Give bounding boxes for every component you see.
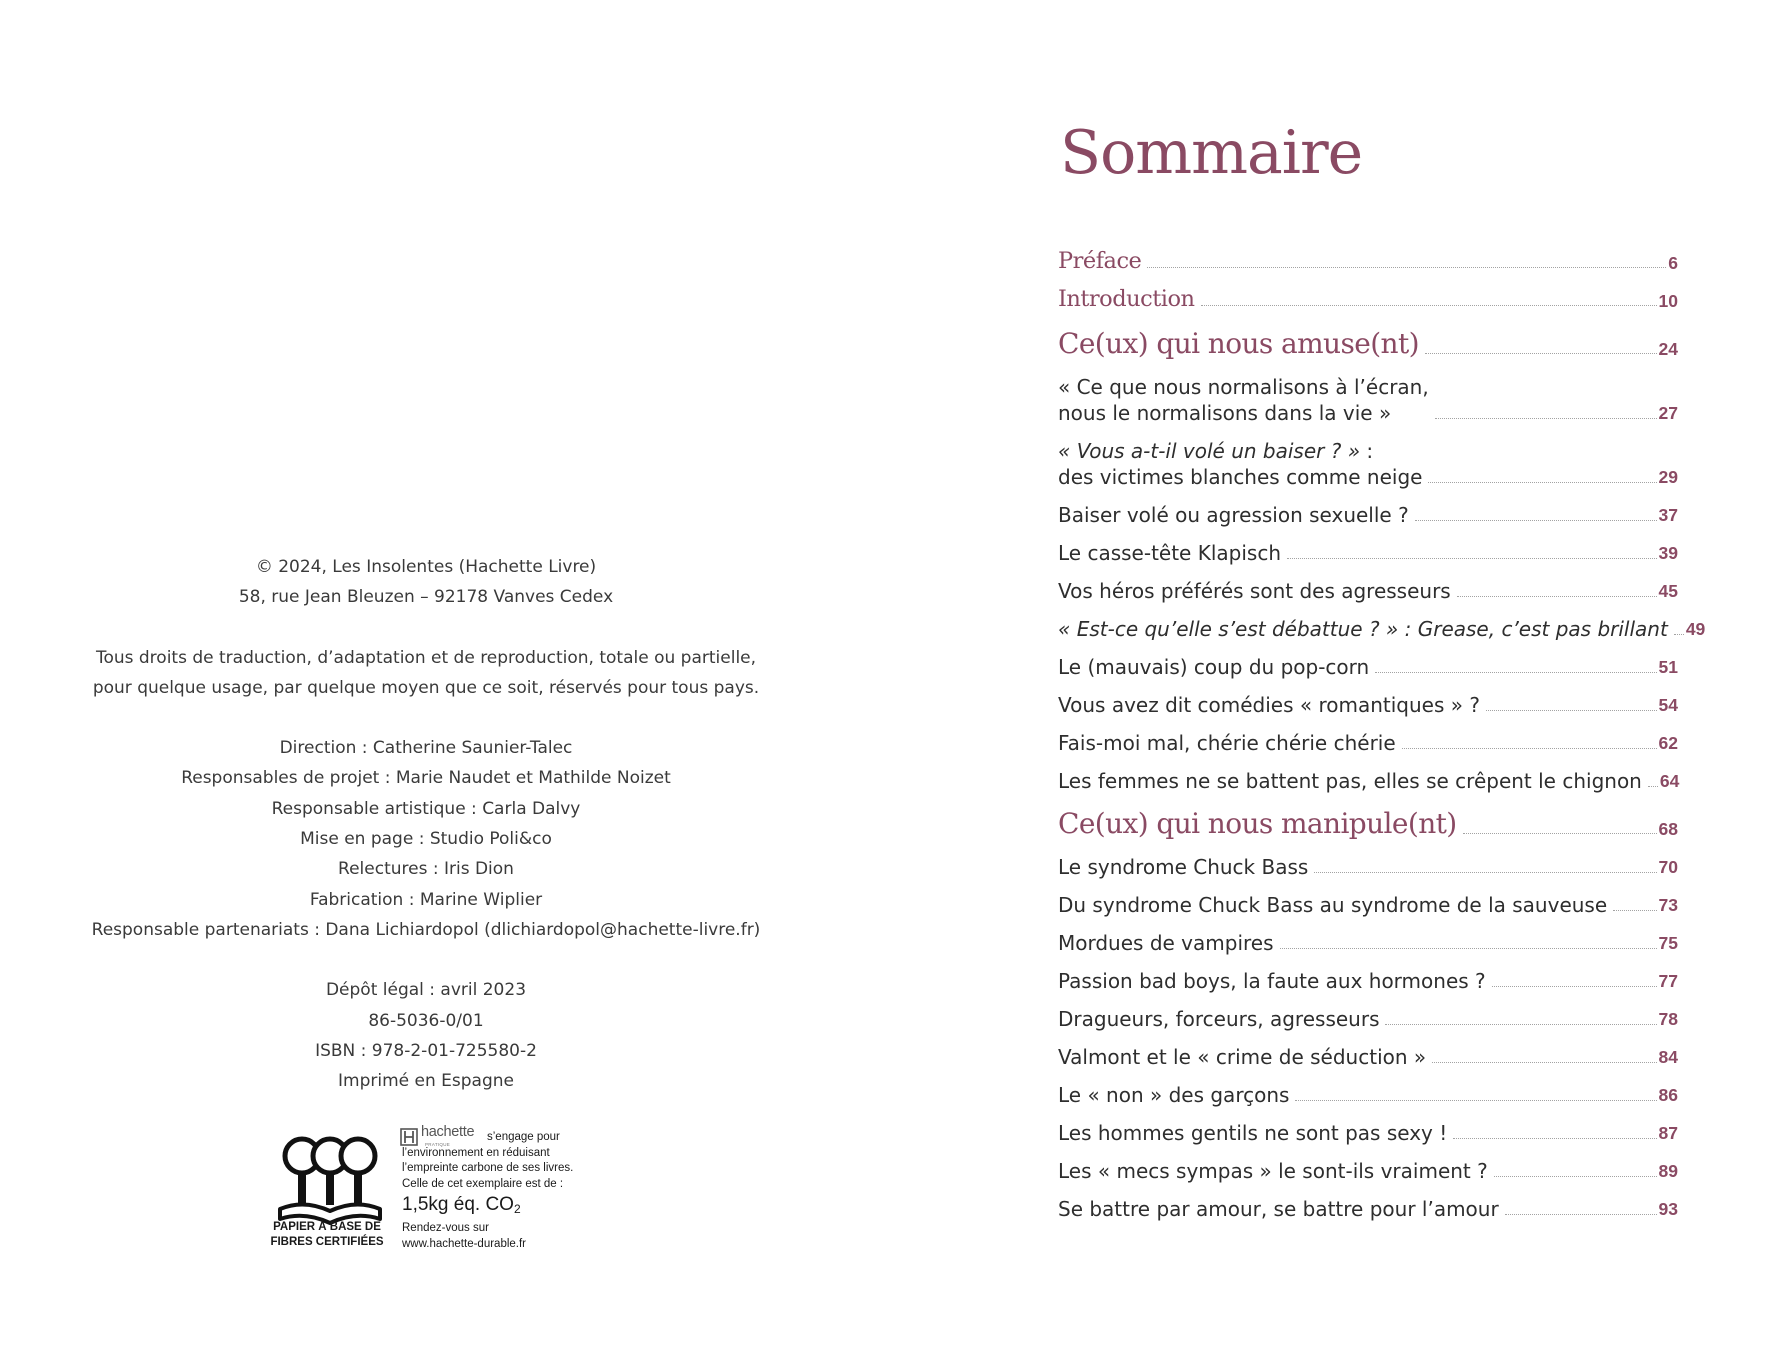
toc-dot-leader <box>1613 910 1656 911</box>
toc-entry-title: Introduction <box>1058 286 1195 312</box>
co2-amount: 1,5kg éq. CO <box>402 1194 514 1215</box>
credit-layout: Mise en page : Studio Poli&co <box>300 829 552 850</box>
toc-entry <box>1058 1006 1678 1032</box>
toc-dot-leader <box>1486 710 1657 711</box>
toc-dot-leader <box>1314 872 1656 873</box>
paper-label <box>262 1220 392 1249</box>
toc-entry <box>1058 616 1706 642</box>
toc-entry-title: Dragueurs, forceurs, agresseurs <box>1058 1007 1380 1031</box>
toc-page-number: 78 <box>1658 1009 1678 1029</box>
isbn: ISBN : 978-2-01-725580-2 <box>315 1040 537 1061</box>
toc-entry <box>1058 1196 1678 1222</box>
toc-page-number: 6 <box>1668 253 1678 273</box>
toc-dot-leader <box>1648 786 1658 787</box>
toc-dot-leader <box>1415 520 1657 521</box>
edition-code: 86-5036-0/01 <box>368 1010 484 1031</box>
legal-deposit: Dépôt légal : avril 2023 <box>325 980 527 1001</box>
toc-page-number: 10 <box>1658 291 1678 311</box>
toc-dot-leader <box>1201 305 1657 306</box>
toc-dot-leader <box>1494 1176 1657 1177</box>
toc-entry-title: Se battre par amour, se battre pour l’amour <box>1058 1197 1499 1221</box>
toc-title: Sommaire <box>1060 118 1363 188</box>
toc-entry-title: « Ce que nous normalisons à l’écran, nous le normalisons dans la vie » <box>1058 375 1429 425</box>
printed-in: Imprimé en Espagne <box>338 1071 514 1092</box>
toc-dot-leader <box>1402 748 1657 749</box>
eco-label <box>270 1124 610 1250</box>
toc-entry-title: Préface <box>1058 248 1142 274</box>
toc-dot-leader <box>1375 672 1656 673</box>
toc-page-number: 51 <box>1658 657 1678 677</box>
toc-dot-leader <box>1287 558 1657 559</box>
credit-direction: Direction : Catherine Saunier-Talec <box>279 738 573 759</box>
toc-page-number: 37 <box>1658 505 1678 525</box>
toc-entry-title: Le (mauvais) coup du pop-corn <box>1058 655 1370 679</box>
credit-manufacturing: Fabrication : Marine Wiplier <box>309 889 543 910</box>
toc-entry <box>1058 892 1678 918</box>
toc-dot-leader <box>1385 1024 1656 1025</box>
toc-entry-title: Baiser volé ou agression sexuelle ? <box>1058 503 1409 527</box>
toc-entry-title-italic: « Vous a-t-il volé un baiser ? » <box>1058 439 1361 463</box>
toc-part-title: Ce(ux) qui nous amuse(nt) <box>1058 327 1419 360</box>
eco-statement <box>402 1130 612 1252</box>
toc-dot-leader <box>1425 353 1657 354</box>
toc-entry <box>1058 374 1678 426</box>
eco-link-line-1: Rendez-vous sur <box>402 1222 489 1234</box>
toc-page-number: 24 <box>1658 339 1678 359</box>
toc-entry-title: Les hommes gentils ne sont pas sexy ! <box>1058 1121 1448 1145</box>
toc-entry-title: Le syndrome Chuck Bass <box>1058 855 1309 879</box>
toc-entry-title: Passion bad boys, la faute aux hormones ? <box>1058 969 1486 993</box>
toc-part-2 <box>1058 806 1678 842</box>
toc-dot-leader <box>1505 1214 1657 1215</box>
toc-page-number: 73 <box>1658 895 1678 915</box>
co2-value <box>402 1194 612 1220</box>
toc-entry <box>1058 768 1678 794</box>
toc-page-number: 68 <box>1658 819 1678 839</box>
toc-page-number: 84 <box>1658 1047 1678 1067</box>
toc-page-number: 89 <box>1658 1161 1678 1181</box>
toc-dot-leader <box>1674 634 1684 635</box>
toc-entry-title: Les « mecs sympas » le sont-ils vraiment ? <box>1058 1159 1488 1183</box>
toc-entry <box>1058 1044 1678 1070</box>
paper-label-line-1: PAPIER À BASE DE <box>273 1221 381 1233</box>
credit-project: Responsables de projet : Marie Naudet et Mathilde Noizet <box>181 768 671 789</box>
rights-line-2: pour quelque usage, par quelque moyen que ce soit, réservés pour tous pays. <box>92 677 760 698</box>
toc-entry <box>1058 1082 1678 1108</box>
imprint-block <box>90 552 762 1096</box>
toc-page-number: 87 <box>1658 1123 1678 1143</box>
toc-entry-title: Vos héros préférés sont des agresseurs <box>1058 579 1451 603</box>
rights-line-1: Tous droits de traduction, d’adaptation et de reproduction, totale ou partielle, <box>95 647 757 668</box>
toc-part-1 <box>1058 326 1678 362</box>
toc-page-number: 77 <box>1658 971 1678 991</box>
toc-dot-leader <box>1453 1138 1656 1139</box>
eco-line-2: l’environnement en réduisant <box>402 1146 550 1159</box>
toc-page-number: 75 <box>1658 933 1678 953</box>
credit-proofreading: Relectures : Iris Dion <box>338 859 514 880</box>
toc-entry <box>1058 930 1678 956</box>
toc-page-number: 62 <box>1658 733 1678 753</box>
toc-page-number: 70 <box>1658 857 1678 877</box>
credit-partnerships: Responsable partenariats : Dana Lichiardopol (dlichiardopol@hachette-livre.fr) <box>91 919 761 940</box>
toc-dot-leader <box>1457 596 1657 597</box>
toc-entry <box>1058 854 1678 880</box>
toc-page-number: 54 <box>1658 695 1678 715</box>
toc-page-number: 49 <box>1685 619 1706 639</box>
toc-entry <box>1058 654 1678 680</box>
toc-dot-leader <box>1295 1100 1656 1101</box>
toc-page-number: 39 <box>1658 543 1678 563</box>
toc-entry-title: Les femmes ne se battent pas, elles se crêpent le chignon <box>1058 769 1642 793</box>
toc-entry <box>1058 968 1678 994</box>
toc-entry <box>1058 502 1678 528</box>
publisher-address: 58, rue Jean Bleuzen – 92178 Vanves Cedex <box>238 587 614 608</box>
toc-page-number: 45 <box>1658 581 1678 601</box>
toc-entry <box>1058 438 1678 490</box>
toc-entry <box>1058 540 1678 566</box>
toc-entry-title: Fais-moi mal, chérie chérie chérie <box>1058 731 1396 755</box>
toc-dot-leader <box>1463 833 1657 834</box>
toc-page-number: 93 <box>1658 1199 1678 1219</box>
toc-entry-preface <box>1058 246 1678 276</box>
toc-entry <box>1058 578 1678 604</box>
toc-entry-introduction <box>1058 284 1678 314</box>
toc-part-title: Ce(ux) qui nous manipule(nt) <box>1058 807 1457 840</box>
co2-subscript: 2 <box>513 1202 521 1216</box>
toc-entry-title-rest: : des victimes blanches comme neige <box>1058 439 1423 489</box>
toc-entry <box>1058 692 1678 718</box>
toc-entry-title <box>1058 616 1672 642</box>
toc-entry-title: Vous avez dit comédies « romantiques » ? <box>1058 693 1480 717</box>
credit-art: Responsable artistique : Carla Dalvy <box>271 798 581 819</box>
eco-link-url: www.hachette-durable.fr <box>402 1237 527 1250</box>
toc-entry <box>1058 1120 1678 1146</box>
toc-entry-title-italic: « Est-ce qu’elle s’est débattue ? » : Grease, c’est pas brillant <box>1058 617 1668 641</box>
toc-entry-title: Valmont et le « crime de séduction » <box>1058 1045 1427 1069</box>
toc-entry-title <box>1058 438 1426 490</box>
toc-page-number: 27 <box>1658 403 1678 423</box>
toc-page-number: 29 <box>1658 467 1678 487</box>
hachette-brand-sub: PRATIQUE <box>425 1142 451 1147</box>
toc-dot-leader <box>1280 948 1657 949</box>
toc-page-number: 64 <box>1659 771 1680 791</box>
toc-dot-leader <box>1492 986 1657 987</box>
hachette-brand: hachette <box>421 1124 475 1140</box>
toc-dot-leader <box>1435 418 1657 419</box>
toc-entry-title: Le « non » des garçons <box>1058 1083 1290 1107</box>
eco-line-4: Celle de cet exemplaire est de : <box>402 1177 564 1190</box>
toc-dot-leader <box>1147 267 1666 268</box>
eco-line-3: l’empreinte carbone de ses livres. <box>402 1162 574 1174</box>
toc-entry-title: Le casse-tête Klapisch <box>1058 541 1281 565</box>
eco-line-1: s’engage pour <box>487 1131 560 1143</box>
toc-entry-title: Du syndrome Chuck Bass au syndrome de la sauveuse <box>1058 893 1608 917</box>
toc-dot-leader <box>1432 1062 1656 1063</box>
paper-label-line-2: FIBRES CERTIFIÉES <box>270 1235 384 1248</box>
toc-entry <box>1058 1158 1678 1184</box>
copyright-line: © 2024, Les Insolentes (Hachette Livre) <box>255 557 597 577</box>
toc-page-number: 86 <box>1658 1085 1678 1105</box>
toc-entry-title: Mordues de vampires <box>1058 931 1274 955</box>
toc-dot-leader <box>1428 482 1656 483</box>
toc-entry <box>1058 730 1678 756</box>
